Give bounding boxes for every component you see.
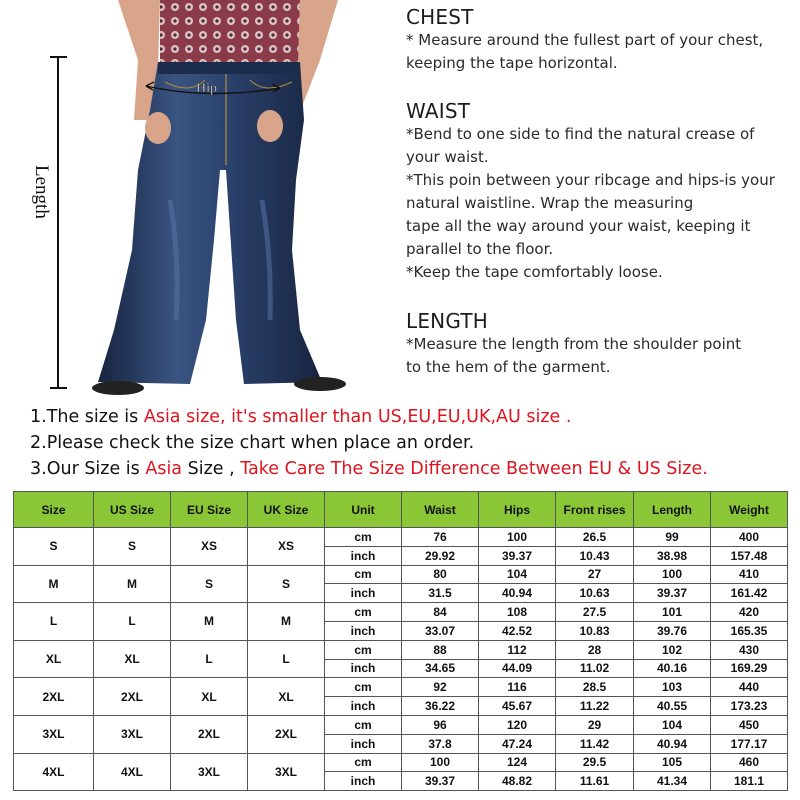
table-row [14,715,788,734]
size-cell: 4XL [14,753,94,791]
value-cell: 100 [402,753,479,772]
value-cell: 99 [634,528,711,547]
table-row [14,753,788,772]
value-cell: 11.02 [556,659,634,678]
note-3-mid: Size , [182,459,241,479]
size-cell: S [14,528,94,566]
waist-line: tape all the way around your waist, keeping it [406,217,751,235]
note-3-prefix: 3.Our Size is [30,459,146,479]
value-cell: 29.5 [556,753,634,772]
value-cell: 440 [711,678,788,697]
note-1 [30,404,708,430]
chest-line: * Measure around the fullest part of your chest, [406,31,764,49]
value-cell: 41.34 [634,772,711,791]
value-cell: 10.63 [556,584,634,603]
eu-cell: 3XL [171,753,248,791]
eu-cell: XL [171,678,248,716]
value-cell: 11.61 [556,772,634,791]
unit-cell: cm [325,603,402,622]
hip-label: Hip [196,81,217,96]
value-cell: 28.5 [556,678,634,697]
value-cell: 120 [479,715,556,734]
waist-line: parallel to the floor. [406,240,554,258]
value-cell: 177.17 [711,734,788,753]
uk-cell: M [248,603,325,641]
value-cell: 11.22 [556,697,634,716]
eu-cell: S [171,565,248,603]
value-cell: 42.52 [479,621,556,640]
value-cell: 10.83 [556,621,634,640]
value-cell: 173.23 [711,697,788,716]
value-cell: 31.5 [402,584,479,603]
waist-line: *This poin between your ribcage and hips-is your [406,171,775,189]
waist-line: *Keep the tape comfortably loose. [406,263,663,281]
value-cell: 40.16 [634,659,711,678]
value-cell: 460 [711,753,788,772]
waist-line: your waist. [406,148,489,166]
length-label: Length [31,165,52,219]
value-cell: 104 [634,715,711,734]
value-cell: 181.1 [711,772,788,791]
table-row [14,678,788,697]
us-cell: L [94,603,171,641]
size-cell: L [14,603,94,641]
unit-cell: inch [325,584,402,603]
unit-cell: inch [325,697,402,716]
column-header: Weight [711,492,788,528]
note-3-asia: Asia [145,459,183,479]
uk-cell: L [248,640,325,678]
value-cell: 92 [402,678,479,697]
waist-line: *Bend to one side to find the natural crease of [406,125,755,143]
length-title: LENGTH [406,309,488,333]
value-cell: 105 [634,753,711,772]
note-1-warning: Asia size, it's smaller than US,EU,EU,UK,AU size . [143,407,572,427]
value-cell: 96 [402,715,479,734]
unit-cell: inch [325,546,402,565]
us-cell: XL [94,640,171,678]
table-header-row [14,492,788,528]
value-cell: 410 [711,565,788,584]
us-cell: 4XL [94,753,171,791]
value-cell: 161.42 [711,584,788,603]
unit-cell: cm [325,528,402,547]
size-cell: M [14,565,94,603]
value-cell: 40.94 [479,584,556,603]
unit-cell: cm [325,715,402,734]
unit-cell: cm [325,565,402,584]
value-cell: 39.37 [479,546,556,565]
value-cell: 100 [634,565,711,584]
chest-line: keeping the tape horizontal. [406,54,618,72]
us-cell: M [94,565,171,603]
value-cell: 420 [711,603,788,622]
waist-guide [406,99,775,284]
unit-cell: cm [325,640,402,659]
unit-cell: inch [325,621,402,640]
value-cell: 80 [402,565,479,584]
chest-guide [406,5,763,75]
table-row [14,603,788,622]
size-cell: XL [14,640,94,678]
product-photo [0,0,400,400]
value-cell: 39.37 [634,584,711,603]
value-cell: 45.67 [479,697,556,716]
value-cell: 112 [479,640,556,659]
waist-title: WAIST [406,99,471,123]
length-ruler [50,57,67,388]
value-cell: 116 [479,678,556,697]
column-header: UK Size [248,492,325,528]
unit-cell: inch [325,659,402,678]
column-header: Waist [402,492,479,528]
value-cell: 39.76 [634,621,711,640]
value-cell: 165.35 [711,621,788,640]
value-cell: 48.82 [479,772,556,791]
length-line: to the hem of the garment. [406,358,611,376]
waist-line: natural waistline. Wrap the measuring [406,194,694,212]
length-guide [406,309,741,379]
eu-cell: L [171,640,248,678]
value-cell: 29.92 [402,546,479,565]
unit-cell: inch [325,772,402,791]
value-cell: 34.65 [402,659,479,678]
note-3 [30,456,708,482]
value-cell: 76 [402,528,479,547]
value-cell: 44.09 [479,659,556,678]
column-header: EU Size [171,492,248,528]
shirt [160,0,300,72]
value-cell: 27 [556,565,634,584]
table-row [14,640,788,659]
value-cell: 108 [479,603,556,622]
value-cell: 124 [479,753,556,772]
value-cell: 37.8 [402,734,479,753]
size-chart-table [13,491,788,791]
value-cell: 103 [634,678,711,697]
value-cell: 26.5 [556,528,634,547]
unit-cell: cm [325,753,402,772]
value-cell: 40.94 [634,734,711,753]
value-cell: 104 [479,565,556,584]
column-header: Length [634,492,711,528]
length-line: *Measure the length from the shoulder point [406,335,742,353]
value-cell: 100 [479,528,556,547]
value-cell: 101 [634,603,711,622]
value-cell: 36.22 [402,697,479,716]
value-cell: 10.43 [556,546,634,565]
us-cell: 2XL [94,678,171,716]
value-cell: 33.07 [402,621,479,640]
eu-cell: XS [171,528,248,566]
value-cell: 169.29 [711,659,788,678]
eu-cell: M [171,603,248,641]
value-cell: 40.55 [634,697,711,716]
note-3-warning: Take Care The Size Difference Between EU & US Size. [240,459,708,479]
value-cell: 450 [711,715,788,734]
flare-jeans [98,62,322,384]
table-row [14,565,788,584]
value-cell: 88 [402,640,479,659]
value-cell: 102 [634,640,711,659]
unit-cell: cm [325,678,402,697]
value-cell: 400 [711,528,788,547]
uk-cell: S [248,565,325,603]
chest-title: CHEST [406,5,474,29]
note-2: 2.Please check the size chart when place an order. [30,433,475,453]
size-cell: 3XL [14,715,94,753]
column-header: Front rises [556,492,634,528]
column-header: Size [14,492,94,528]
uk-cell: XS [248,528,325,566]
value-cell: 84 [402,603,479,622]
value-cell: 157.48 [711,546,788,565]
value-cell: 39.37 [402,772,479,791]
us-cell: 3XL [94,715,171,753]
uk-cell: 3XL [248,753,325,791]
uk-cell: 2XL [248,715,325,753]
eu-cell: 2XL [171,715,248,753]
unit-cell: inch [325,734,402,753]
column-header: Unit [325,492,402,528]
note-1-prefix: 1.The size is [30,407,144,427]
value-cell: 38.98 [634,546,711,565]
value-cell: 430 [711,640,788,659]
value-cell: 28 [556,640,634,659]
size-cell: 2XL [14,678,94,716]
size-notes [30,404,708,482]
column-header: US Size [94,492,171,528]
uk-cell: XL [248,678,325,716]
value-cell: 27.5 [556,603,634,622]
us-cell: S [94,528,171,566]
value-cell: 11.42 [556,734,634,753]
table-row [14,528,788,547]
value-cell: 29 [556,715,634,734]
value-cell: 47.24 [479,734,556,753]
column-header: Hips [479,492,556,528]
